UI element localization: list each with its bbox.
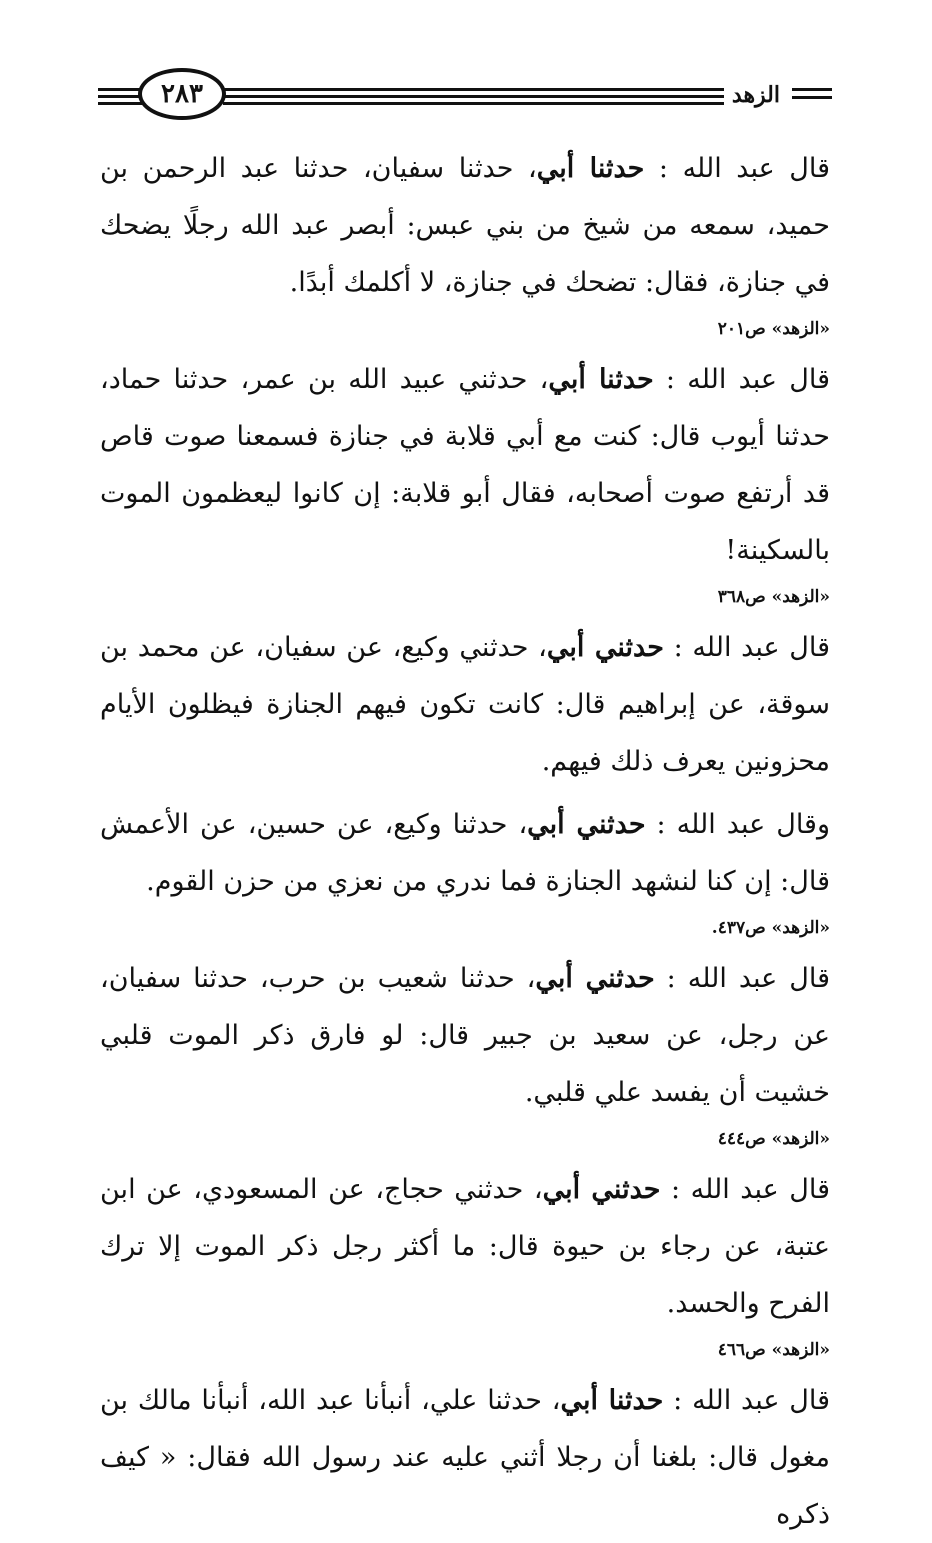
hadith-paragraph: قال عبد الله : حدثني أبي، حدثنا شعيب بن حرب، حدثنا سفيان، عن رجل، عن سعيد بن جبير قال: لو فارق ذكر الموت قلبي خشيت أن يفسد علي قلبي. — [100, 963, 830, 1108]
hadith-paragraph: قال عبد الله : حدثني أبي، حدثني حجاج، عن المسعودي، عن ابن عتبة، عن رجاء بن حيوة قال: ما أكثر رجل ذكر الموت إلا ترك الفرح والحسد. — [100, 1174, 830, 1319]
header-rule — [98, 102, 142, 105]
hadith-paragraph: قال عبد الله : حدثني أبي، حدثني وكيع، عن سفيان، عن محمد بن سوقة، عن إبراهيم قال: كانت تكون فيهم الجنازة فيظلون الأيام محزونين يعرف ذلك فيهم. — [100, 632, 830, 777]
hadith-paragraph: قال عبد الله : حدثنا أبي، حدثنا علي، أنبأنا عبد الله، أنبأنا مالك بن مغول قال: بلغنا أن رجلا أثني عليه عند رسول الله فقال: « كيف ذكره — [100, 1385, 831, 1530]
header-rule — [98, 95, 142, 98]
header-rule — [792, 96, 832, 99]
page-number: ٢٨٣ — [138, 68, 226, 120]
header-rule — [223, 95, 788, 98]
source-reference: «الزهد» ص٤٦٦ — [717, 1340, 830, 1360]
source-reference: «الزهد» ص٤٤٤ — [717, 1129, 830, 1149]
header-rule — [98, 88, 142, 91]
hadith-paragraph: قال عبد الله : حدثنا أبي، حدثنا سفيان، حدثنا عبد الرحمن بن حميد، سمعه من شيخ من بني عبس: أبصر عبد الله رجلًا يضحك في جنازة، فقال: تضحك في جنازة، لا أكلمك أبدًا. — [100, 153, 831, 298]
hadith-paragraph: وقال عبد الله : حدثني أبي، حدثنا وكيع، عن حسين، عن الأعمش قال: إن كنا لنشهد الجنازة فما ندري من نعزي من حزن القوم. — [100, 809, 830, 897]
source-reference: «الزهد» ص٣٦٨ — [717, 587, 830, 607]
page-content — [100, 140, 830, 1543]
running-title: الزهد — [724, 82, 788, 108]
source-reference: «الزهد» ص٢٠١ — [717, 319, 830, 339]
header-rule — [223, 102, 788, 105]
source-reference: «الزهد» ص٤٣٧. — [711, 918, 830, 938]
page-header — [98, 62, 832, 132]
hadith-paragraph: قال عبد الله : حدثنا أبي، حدثني عبيد الله بن عمر، حدثنا حماد، حدثنا أيوب قال: كنت مع أبي قلابة في جنازة فسمعنا صوت قاص قد أرتفع صوت أصحابه، فقال أبو قلابة: إن كانوا ليعظمون الموت بالسكينة! — [100, 364, 831, 566]
header-rule — [792, 88, 832, 91]
header-rule — [223, 88, 788, 91]
